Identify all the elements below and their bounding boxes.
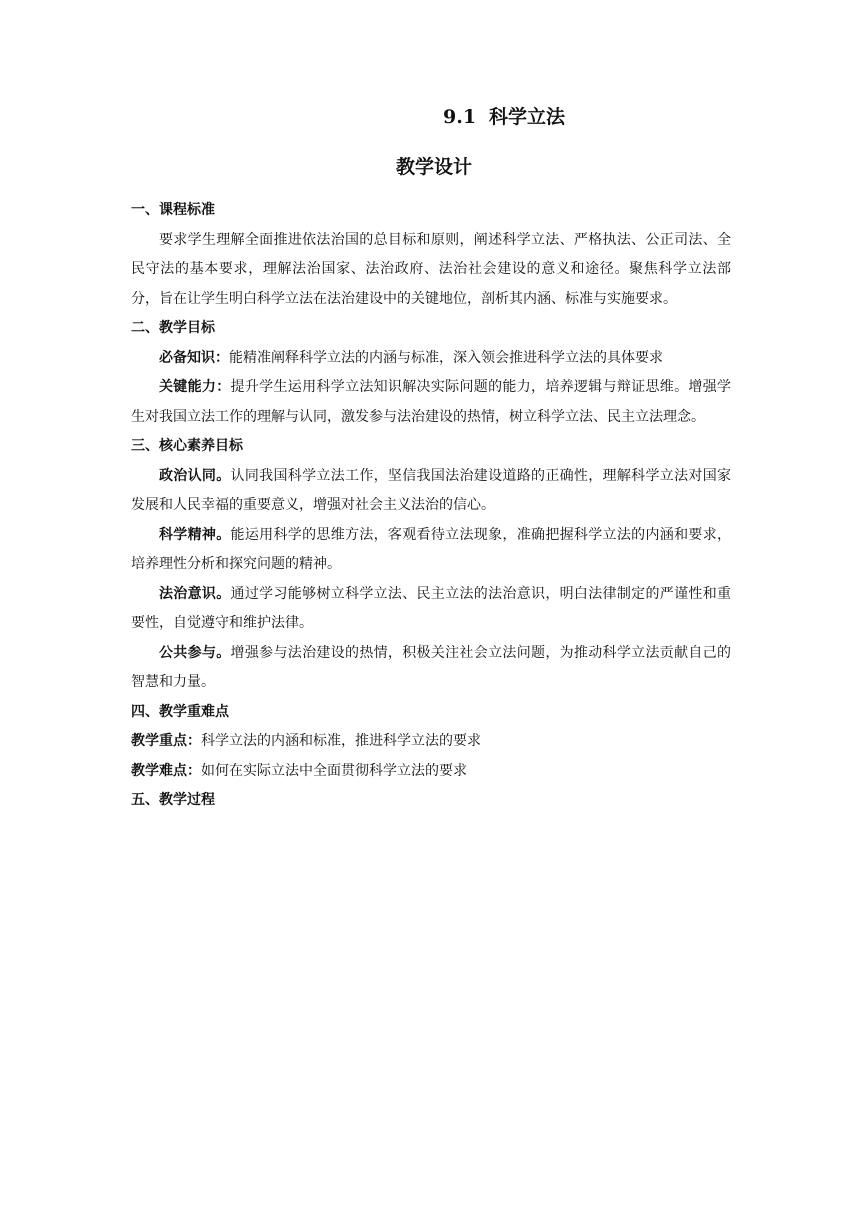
- section-heading-key-difficult-points: 四、教学重难点: [131, 703, 229, 720]
- objective-paragraph-ability: [131, 373, 731, 432]
- literacy-text-political: 认同我国科学立法工作，坚信我国法治建设道路的正确性，理解科学立法对国家发展和人民幸福的重要意义，增强对社会主义法治的信心。: [131, 467, 732, 513]
- section-heading-teaching-objectives: 二、教学目标: [131, 320, 215, 336]
- title-number: 9.1: [443, 106, 477, 128]
- literacy-lead-political: 政治认同。: [159, 467, 231, 484]
- literacy-text-participation: 增强参与法治建设的热情，积极关注社会立法问题，为推动科学立法贡献自己的智慧和力量。: [131, 644, 732, 690]
- difficult-point-line: [131, 757, 731, 787]
- section-heading-core-literacy: 三、核心素养目标: [131, 438, 243, 454]
- objective-text-ability: 提升学生运用科学立法知识解决实际问题的能力，培养逻辑与辩证思维。增强学生对我国立法工作的理解与认同，激发参与法治建设的热情，树立科学立法、民主立法理念。: [131, 379, 732, 425]
- difficult-point-text: 如何在实际立法中全面贯彻科学立法的要求: [201, 762, 467, 779]
- title-name: 科学立法: [489, 106, 566, 128]
- section-heading-teaching-process: 五、教学过程: [131, 792, 215, 808]
- curriculum-standard-paragraph: 要求学生理解全面推进依法治国的总目标和原则，阐述科学立法、严格执法、公正司法、全民守法的基本要求，理解法治国家、法治政府、法治社会建设的意义和途径。聚焦科学立法部分，旨在让学生明白科学立法在法治建设中的关键地位，剖析其内涵、标准与实施要求。: [131, 231, 731, 307]
- section-heading-curriculum-standard: 一、课程标准: [131, 202, 215, 218]
- literacy-text-rule-of-law: 通过学习能够树立科学立法、民主立法的法治意识，明白法律制定的严谨性和重要性，自觉遵守和维护法律。: [131, 585, 732, 631]
- objective-paragraph-knowledge: [131, 344, 731, 374]
- key-point-line: [131, 727, 731, 757]
- literacy-lead-participation: 公共参与。: [159, 644, 231, 661]
- literacy-paragraph-rule-of-law: [131, 580, 731, 639]
- document-subtitle: 教学设计: [395, 156, 472, 178]
- objective-text-knowledge: 能精准阐释科学立法的内涵与标准，深入领会推进科学立法的具体要求: [229, 349, 663, 366]
- literacy-paragraph-science: [131, 521, 731, 580]
- literacy-paragraph-political: [131, 462, 731, 521]
- literacy-text-science: 能运用科学的思维方法，客观看待立法现象，准确把握科学立法的内涵和要求，培养理性分析和探究问题的精神。: [131, 526, 732, 572]
- objective-lead-ability: 关键能力：: [159, 379, 231, 395]
- key-point-lead: 教学重点：: [131, 733, 201, 749]
- literacy-lead-science: 科学精神。: [159, 526, 231, 543]
- literacy-paragraph-participation: [131, 639, 731, 698]
- objective-lead-knowledge: 必备知识：: [159, 349, 229, 366]
- difficult-point-lead: 教学难点：: [131, 762, 201, 779]
- literacy-lead-rule-of-law: 法治意识。: [159, 585, 231, 602]
- key-point-text: 科学立法的内涵和标准，推进科学立法的要求: [201, 733, 481, 749]
- document-body: [131, 196, 731, 816]
